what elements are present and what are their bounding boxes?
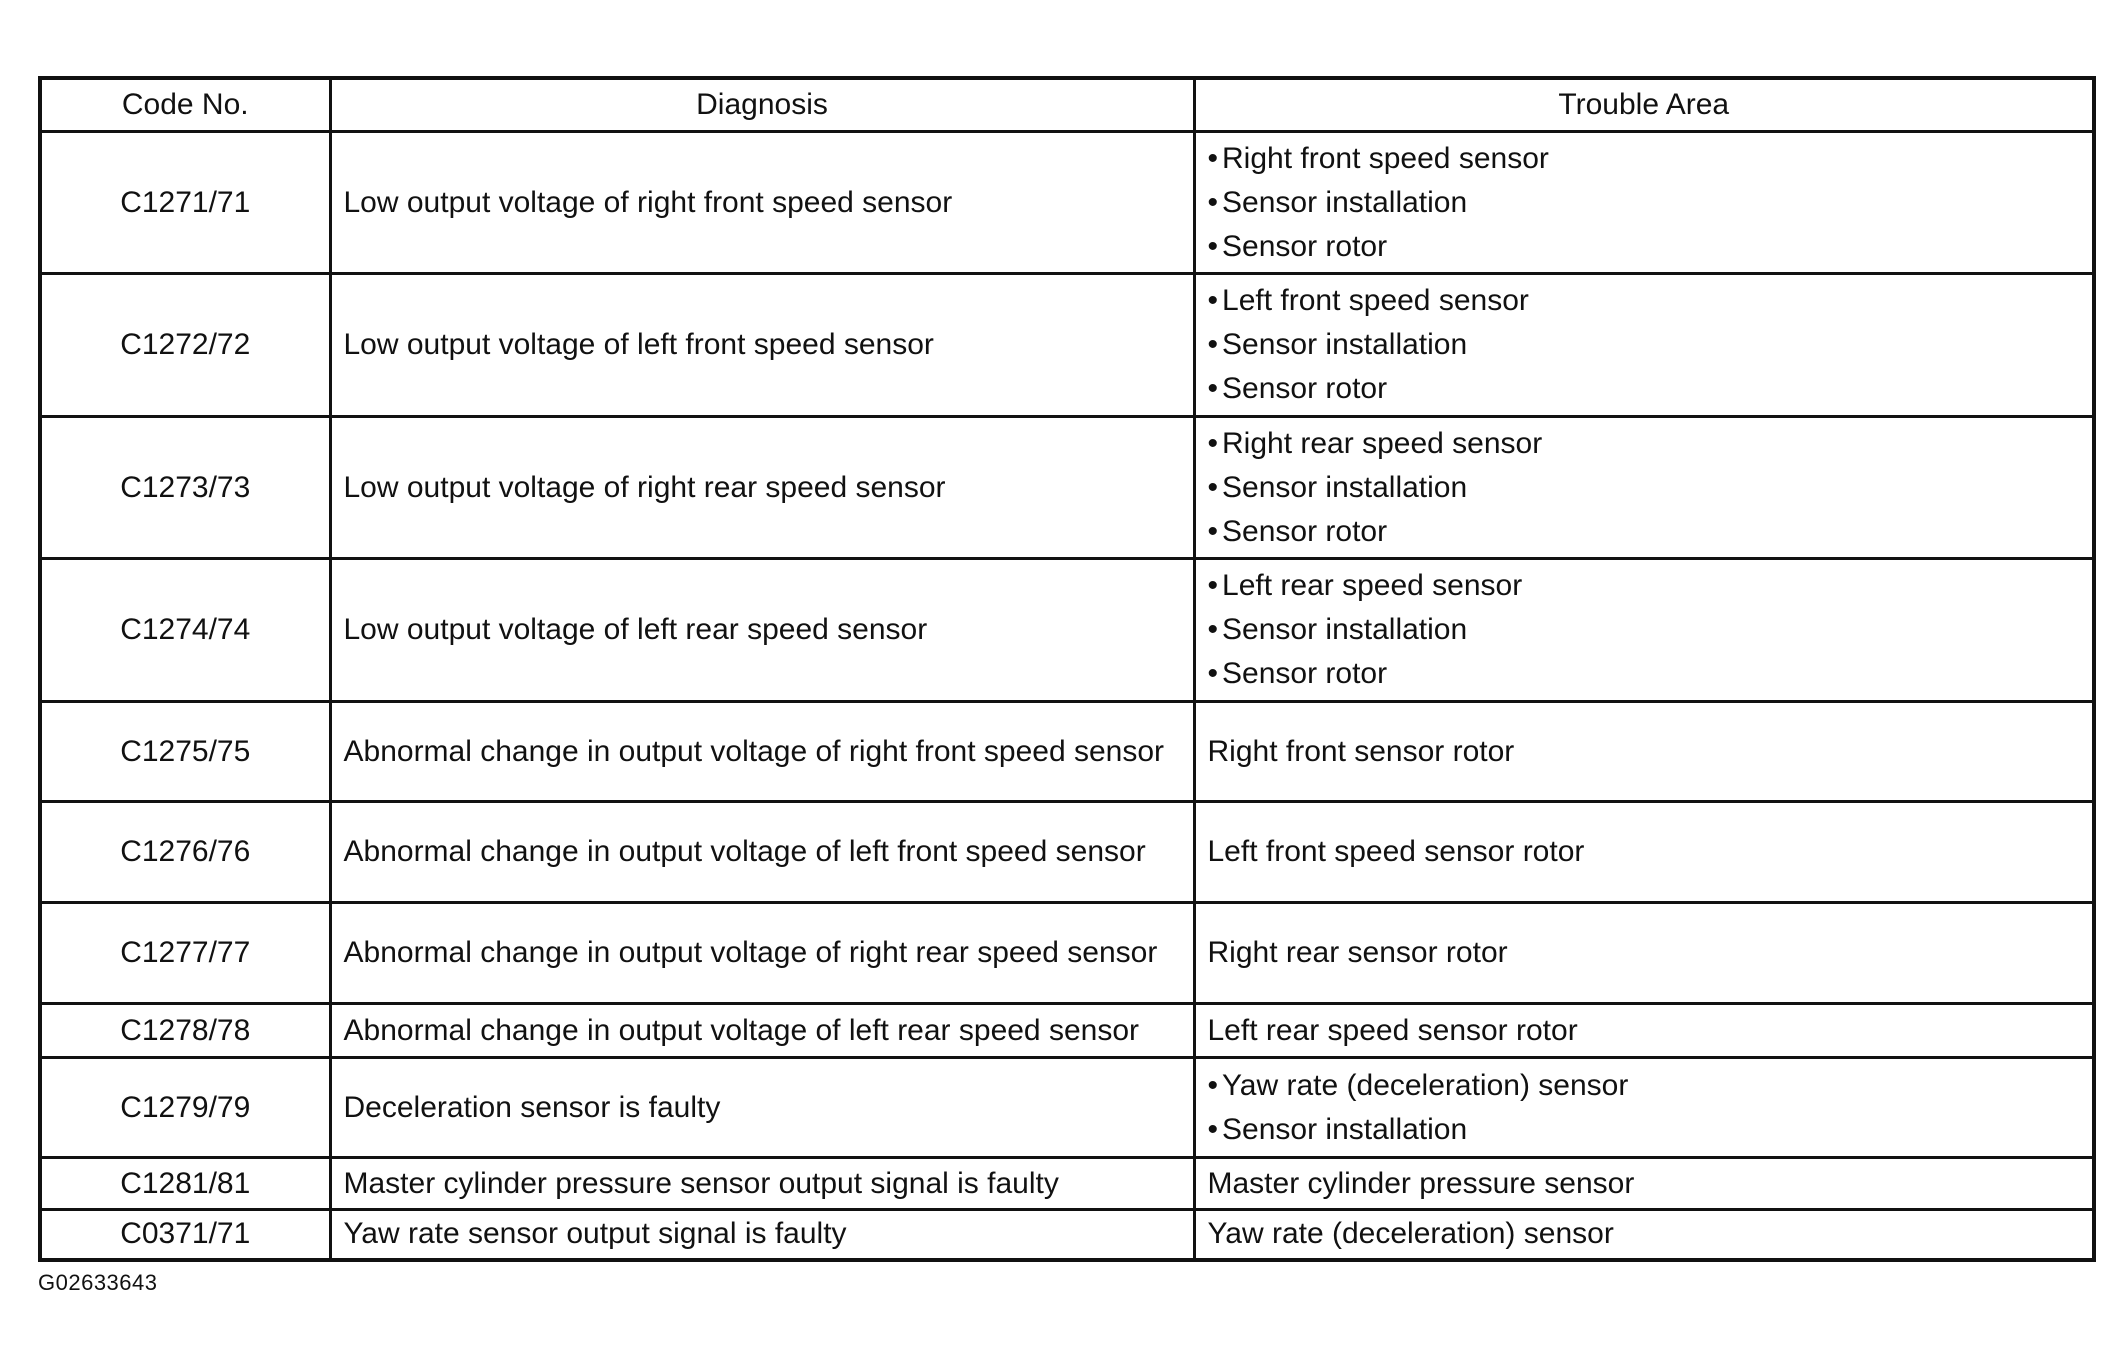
table-row	[40, 132, 2094, 274]
dtc-table	[38, 76, 2096, 1262]
table-row	[40, 417, 2094, 559]
diagnosis-cell: Abnormal change in output voltage of left rear speed sensor	[330, 1004, 1194, 1058]
trouble-area-item: • Right rear speed sensor	[1208, 422, 2081, 466]
diagnosis-cell: Deceleration sensor is faulty	[330, 1058, 1194, 1158]
diagnosis-cell: Low output voltage of right front speed sensor	[330, 132, 1194, 274]
trouble-area-item: • Sensor rotor	[1208, 225, 2081, 269]
trouble-area-item: • Sensor rotor	[1208, 367, 2081, 411]
trouble-area-cell: Left rear speed sensor rotor	[1194, 1004, 2094, 1058]
table-row	[40, 274, 2094, 417]
table-row	[40, 559, 2094, 702]
trouble-area-list	[1208, 1064, 2081, 1152]
diagnosis-cell: Abnormal change in output voltage of left front speed sensor	[330, 802, 1194, 903]
trouble-area-cell: Left front speed sensor rotor	[1194, 802, 2094, 903]
trouble-area-item: • Sensor rotor	[1208, 510, 2081, 554]
trouble-area-item: • Left rear speed sensor	[1208, 564, 2081, 608]
code-cell: C1278/78	[40, 1004, 330, 1058]
trouble-area-cell	[1194, 417, 2094, 559]
trouble-area-item: • Yaw rate (deceleration) sensor	[1208, 1064, 2081, 1108]
trouble-area-cell: Yaw rate (deceleration) sensor	[1194, 1210, 2094, 1260]
diagnosis-cell: Master cylinder pressure sensor output signal is faulty	[330, 1158, 1194, 1210]
trouble-area-list	[1208, 564, 2081, 696]
trouble-area-item: • Sensor installation	[1208, 181, 2081, 225]
diagnosis-cell: Abnormal change in output voltage of right rear speed sensor	[330, 903, 1194, 1004]
code-cell: C1276/76	[40, 802, 330, 903]
trouble-area-cell	[1194, 1058, 2094, 1158]
diagnosis-cell: Yaw rate sensor output signal is faulty	[330, 1210, 1194, 1260]
header-code-no: Code No.	[40, 78, 330, 132]
figure-id-label: G02633643	[38, 1270, 158, 1295]
code-cell: C1281/81	[40, 1158, 330, 1210]
table-row	[40, 1210, 2094, 1260]
trouble-area-cell: Right front sensor rotor	[1194, 702, 2094, 802]
trouble-area-cell	[1194, 559, 2094, 702]
trouble-area-item: • Right front speed sensor	[1208, 137, 2081, 181]
code-cell: C1272/72	[40, 274, 330, 417]
diagnosis-cell: Low output voltage of left rear speed sensor	[330, 559, 1194, 702]
code-cell: C1279/79	[40, 1058, 330, 1158]
trouble-area-item: • Sensor installation	[1208, 466, 2081, 510]
table-row	[40, 903, 2094, 1004]
trouble-area-cell: Master cylinder pressure sensor	[1194, 1158, 2094, 1210]
code-cell: C1271/71	[40, 132, 330, 274]
table-row	[40, 802, 2094, 903]
trouble-area-item: • Sensor installation	[1208, 1108, 2081, 1152]
trouble-area-list	[1208, 137, 2081, 269]
table-row	[40, 1004, 2094, 1058]
trouble-area-item: • Sensor installation	[1208, 323, 2081, 367]
table-row	[40, 1158, 2094, 1210]
diagnosis-cell: Low output voltage of left front speed sensor	[330, 274, 1194, 417]
code-cell: C0371/71	[40, 1210, 330, 1260]
table-header-row	[40, 78, 2094, 132]
code-cell: C1273/73	[40, 417, 330, 559]
code-cell: C1274/74	[40, 559, 330, 702]
trouble-area-cell: Right rear sensor rotor	[1194, 903, 2094, 1004]
code-cell: C1277/77	[40, 903, 330, 1004]
trouble-area-item: • Sensor rotor	[1208, 652, 2081, 696]
trouble-area-cell	[1194, 274, 2094, 417]
header-diagnosis: Diagnosis	[330, 78, 1194, 132]
diagnosis-cell: Abnormal change in output voltage of right front speed sensor	[330, 702, 1194, 802]
trouble-area-list	[1208, 422, 2081, 554]
code-cell: C1275/75	[40, 702, 330, 802]
trouble-area-item: • Sensor installation	[1208, 608, 2081, 652]
diagnosis-cell: Low output voltage of right rear speed sensor	[330, 417, 1194, 559]
header-trouble-area: Trouble Area	[1194, 78, 2094, 132]
trouble-area-list	[1208, 279, 2081, 411]
trouble-area-item: • Left front speed sensor	[1208, 279, 2081, 323]
trouble-area-cell	[1194, 132, 2094, 274]
table-row	[40, 702, 2094, 802]
table-row	[40, 1058, 2094, 1158]
